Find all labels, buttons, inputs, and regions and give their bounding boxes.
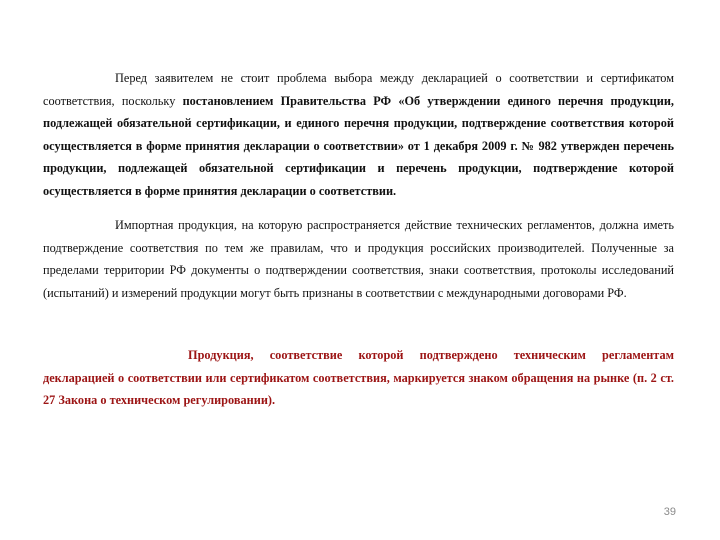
- page-number: 39: [663, 506, 676, 518]
- paragraph-normal-text: Импортная продукция, на которую распространяется действие технических регламентов, должна иметь подтверждение соответствия по тем же правилам, что и продукция российских производителей. Полученные за пределами территории РФ документы о подтверждении соответствия, знаки соответствия, протоколы исследований (испытаний) и измерений продукции могут быть признаны в соответствии с международными договорами РФ.: [43, 218, 674, 300]
- paragraph-market-marking: [43, 344, 674, 412]
- paragraph-normal-text: Перед заявителем не стоит проблема выбора между декларацией о соответствии и сертификатом соответствия, поскольку: [43, 71, 674, 108]
- paragraph-declaration-choice: [43, 67, 674, 203]
- paragraph-bold-text: постановлением Правительства РФ «Об утверждении единого перечня продукции, подлежащей обязательной сертификации, и единого перечня продукции, подтверждение соответствия которой осуществляется в форме принятия декларации о соответствии» от 1 декабря 2009 г. № 982 утвержден перечень продукции, подлежащей обязательной сертификации и перечень продукции, подтверждение которой осуществляется в форме принятия декларации о соответствии.: [43, 93, 674, 198]
- paragraph-imported-products: [43, 214, 674, 304]
- paragraph-highlight-text: Продукция, соответствие которой подтверждено техническим регламентам декларацией о соответствии или сертификатом соответствия, маркируется знаком обращения на рынке (п. 2 ст. 27 Закона о техническом регулировании).: [43, 348, 674, 408]
